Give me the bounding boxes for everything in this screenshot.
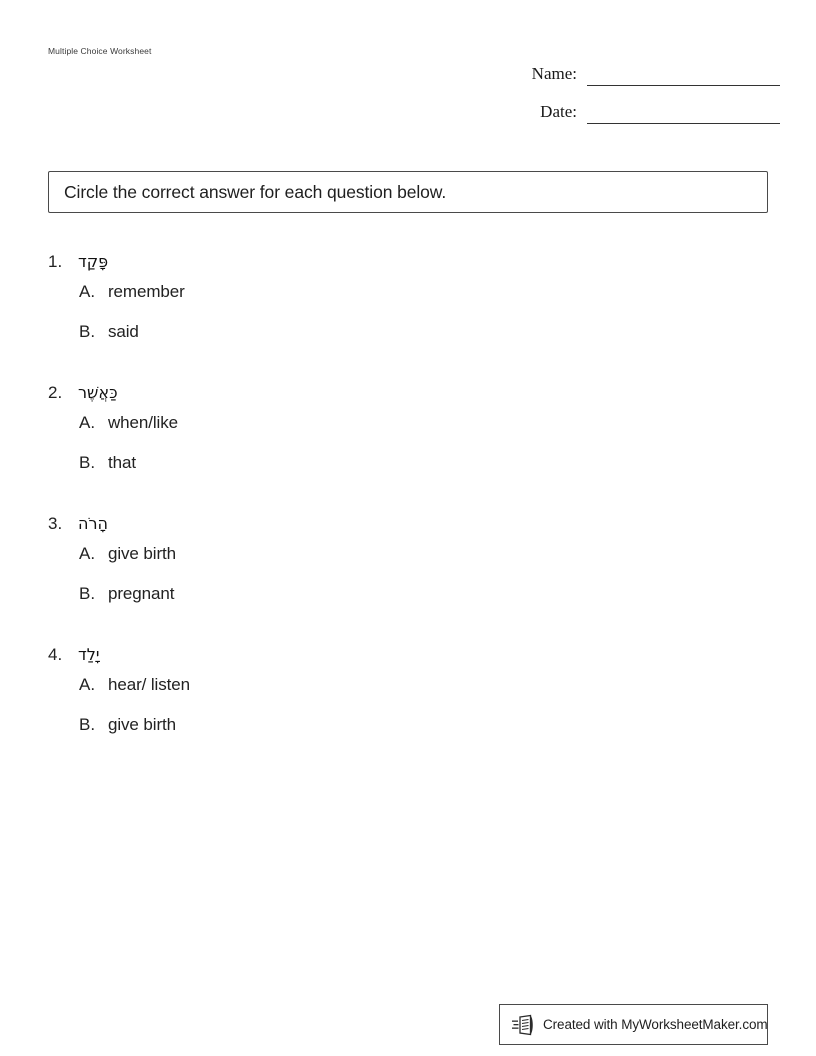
option-letter: B. [79,453,96,472]
footer-attribution-badge[interactable] [499,1004,768,1045]
option-letter: B. [79,584,96,603]
question-item [48,645,768,755]
question-list [48,252,768,776]
instruction-text: Circle the correct answer for each question below. [64,181,447,202]
flying-page-icon [512,1013,536,1037]
date-label: Date: [540,102,577,121]
question-number: 2. [48,383,63,402]
option-letter: A. [79,282,96,301]
worksheet-type-label: Multiple Choice Worksheet [48,46,152,56]
question-prompt [48,252,768,282]
question-item [48,514,768,624]
option-letter: B. [79,322,96,341]
answer-option[interactable] [48,715,768,755]
option-letter: A. [79,544,96,563]
name-input-line[interactable] [587,63,780,86]
question-prompt [48,645,768,675]
option-text: remember [108,282,185,301]
answer-option[interactable] [48,453,768,493]
date-row [480,86,780,124]
date-input-line[interactable] [587,101,780,124]
option-text: pregnant [108,584,175,603]
option-text: give birth [108,544,176,563]
option-text: hear/ listen [108,675,190,694]
question-number: 3. [48,514,63,533]
option-letter: B. [79,715,96,734]
option-text: give birth [108,715,176,734]
question-number: 1. [48,252,63,271]
name-row [480,48,780,86]
question-prompt [48,514,768,544]
option-text: when/like [108,413,178,432]
question-term: יָלַד [78,645,100,664]
question-term: כַּאֲשֶׁר [78,383,118,402]
option-letter: A. [79,413,96,432]
option-text: that [108,453,136,472]
question-term: פָּקַד [78,252,109,271]
question-item [48,383,768,493]
option-letter: A. [79,675,96,694]
name-label: Name: [531,64,577,83]
answer-option[interactable] [48,282,768,322]
answer-option[interactable] [48,413,768,453]
option-text: said [108,322,139,341]
question-term: הָרֹה [78,514,108,533]
answer-option[interactable] [48,322,768,362]
question-item [48,252,768,362]
answer-option[interactable] [48,544,768,584]
question-number: 4. [48,645,63,664]
instruction-box [48,171,768,213]
name-date-block [480,48,780,124]
answer-option[interactable] [48,675,768,715]
answer-option[interactable] [48,584,768,624]
footer-attribution-text: Created with MyWorksheetMaker.com [543,1017,768,1032]
question-prompt [48,383,768,413]
